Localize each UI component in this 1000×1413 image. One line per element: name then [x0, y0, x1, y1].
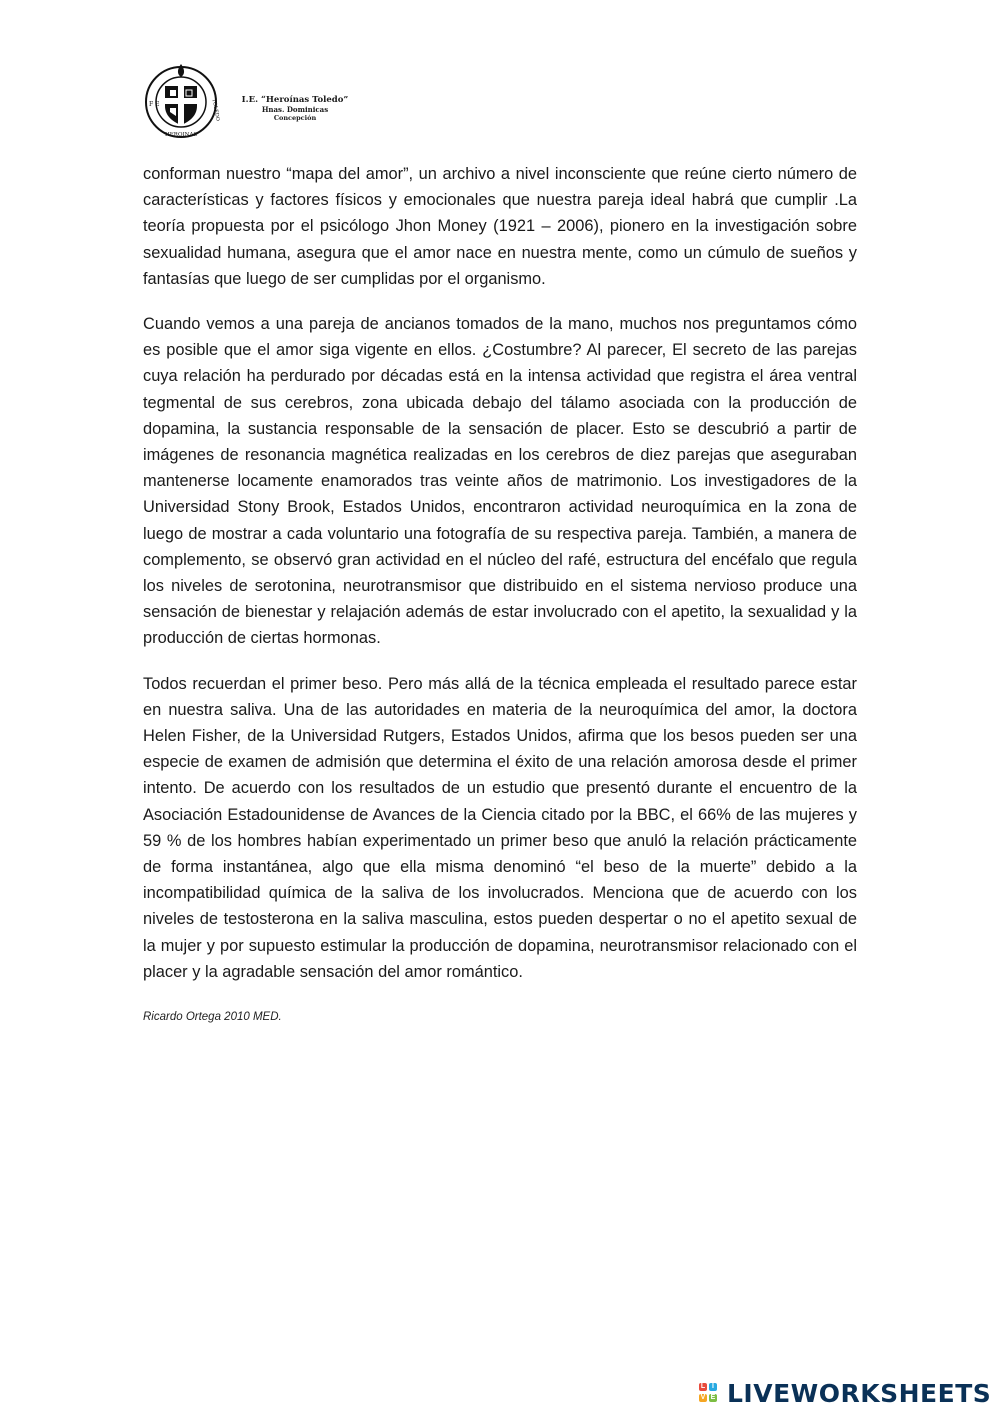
school-name: I.E. “Heroínas Toledo” — [241, 95, 349, 105]
school-city: Concepción — [273, 114, 317, 122]
article-paragraph: Todos recuerdan el primer beso. Pero más allá de la técnica empleada el resultado parece estar en nuestra saliva. Una de las autoridades en materia de la neuroquímica del amor, la doctora Helen Fisher, de la Universidad Rutgers, Estados Unidos, afirma que los besos pueden ser una especie de examen de admisión que determina el éxito de una relación amorosa desde el primer intento. De acuerdo con los resultados de un estudio que presentó durante el encuentro de la Asociación Estadounidense de Avances de la Ciencia citado por la BBC, el 66% de las mujeres y 59 % de los hombres habían experimentado un primer beso que anuló la relación prácticamente de forma instantánea, algo que ella misma denominó “el beso de la muerte” debido a la incompatibilidad química de la saliva de los involucrados. Menciona que de acuerdo con los niveles de testosterona en la saliva masculina, estos pueden despertar o no el apetito sexual de la mujer y por supuesto estimular la producción de dopamina, neurotransmisor relacionado con el placer y la agradable sensación del amor romántico. — [143, 674, 857, 981]
liveworksheets-logo-icon — [697, 1381, 725, 1409]
article-body — [143, 161, 857, 1004]
crest-right-text: TOLEDO — [210, 98, 221, 122]
logo-letter-i: I — [709, 1383, 717, 1391]
school-info — [235, 96, 355, 123]
logo-letter-v: V — [700, 1394, 706, 1401]
school-crest-logo — [143, 62, 219, 140]
article-paragraph: Cuando vemos a una pareja de ancianos tomados de la mano, muchos nos preguntamos cómo es posible que el amor siga vigente en ellos. ¿Costumbre? Al parecer, El secreto de las parejas cuya relación ha perdurado por décadas está en la intensa actividad que registra el área ventral tegmental de sus cerebros, zona ubicada debajo del tálamo asociada con la producción de dopamina, la sustancia responsable de la sensación de placer. Esto se descubrió a partir de imágenes de resonancia magnética realizadas en los cerebros de diez parejas que aseguraban mantenerse locamente enamorados tras veinte años de matrimonio. Los investigadores de la Universidad Stony Brook, Estados Unidos, encontraron actividad neuroquímica en la zona de luego de mostrar a cada voluntario una fotografía de su respectiva pareja. También, a manera de complemento, se observó gran actividad en el núcleo del rafé, estructura del encéfalo que regula los niveles de serotonina, neurotransmisor que distribuido en el sistema nervioso produce una sensación de bienestar y relajación además de estar involucrado con el apetito, la sexualidad y la producción de ciertas hormonas. — [143, 315, 857, 648]
school-subtitle: Hnas. Dominicas — [261, 105, 329, 114]
logo-letter-l: L — [700, 1383, 706, 1390]
logo-letter-e: E — [710, 1394, 716, 1401]
author-signature: Ricardo Ortega 2010 MED. — [143, 1011, 282, 1023]
crest-left-text: F E — [149, 101, 160, 108]
article-paragraph: conforman nuestro “mapa del amor”, un archivo a nivel inconsciente que reúne cierto número de características y factores físicos y emocionales que nuestra pareja ideal habrá que cumplir .La teoría propuesta por el psicólogo Jhon Money (1921 – 2006), pionero en la investigación sobre sexualidad humana, asegura que el amor nace en nuestra mente, como un cúmulo de sueños y fantasías que luego de ser cumplidas por el organismo. — [143, 165, 857, 288]
liveworksheets-brand — [697, 1378, 997, 1410]
liveworksheets-wordmark: LIVEWORKSHEETS — [727, 1379, 992, 1408]
crest-bottom-text: HEROINAS — [165, 132, 198, 138]
school-header — [143, 62, 443, 142]
